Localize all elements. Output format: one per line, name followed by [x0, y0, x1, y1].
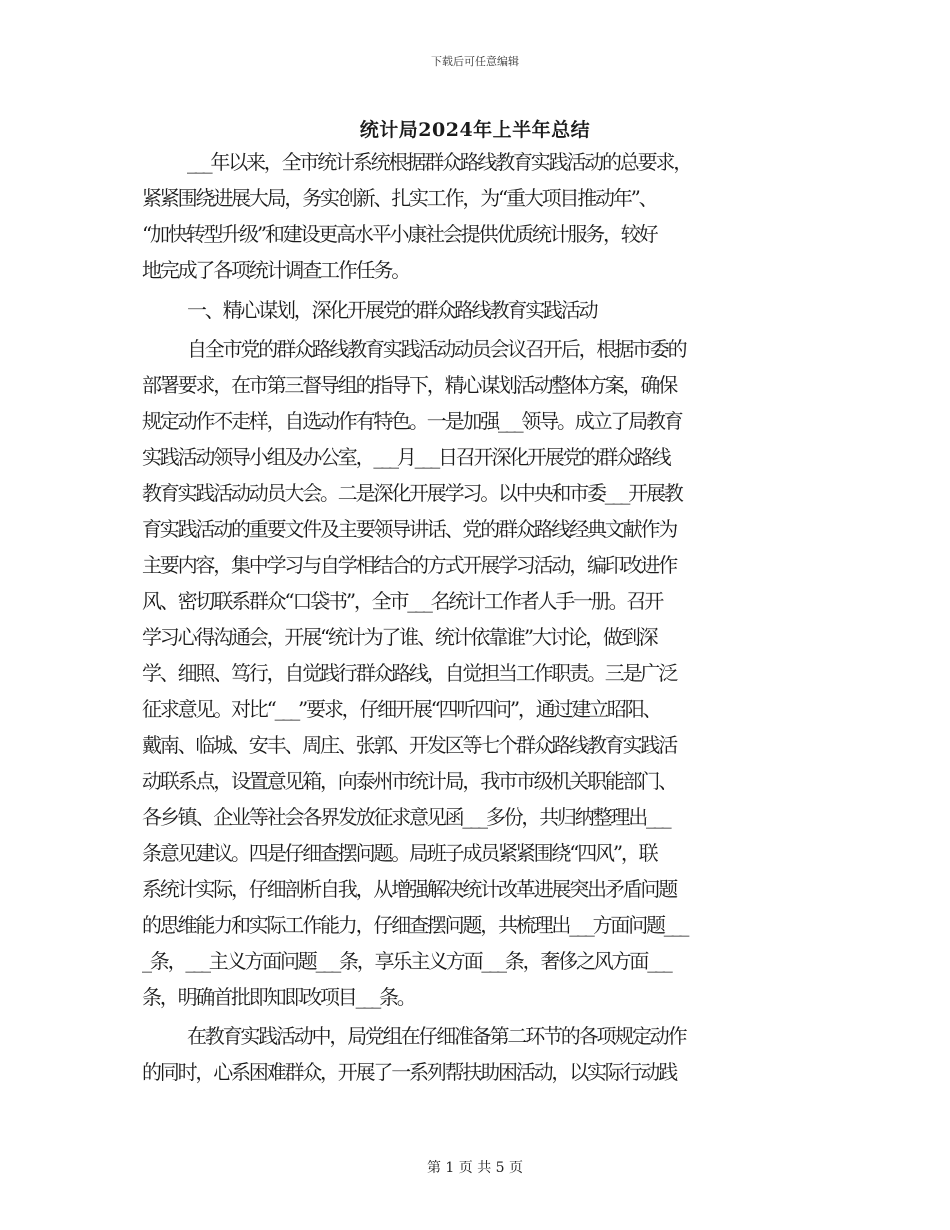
paragraph-line: 自全市党的群众路线教育实践活动动员会议召开后，根据市委的 — [187, 337, 686, 361]
paragraph-line: 戴南、临城、安丰、周庄、张郭、开发区等七个群众路线教育实践活 — [142, 733, 676, 757]
paragraph-line: 主要内容，集中学习与自学相结合的方式开展学习活动，编印改进作 — [142, 553, 676, 577]
paragraph-line: 各乡镇、企业等社会各界发放征求意见函___多份，共归纳整理出___ — [142, 805, 670, 829]
paragraph-line: 条，明确首批即知即改项目___条。 — [142, 985, 415, 1009]
document-title: 统计局2024年上半年总结 — [359, 119, 591, 141]
paragraph-line: _条，___主义方面问题___条，享乐主义方面___条，奢侈之风方面___ — [142, 949, 671, 973]
page-number: 第 1 页 共 5 页 — [426, 1160, 524, 1176]
paragraph-line: 规定动作不走样，自选动作有特色。一是加强___领导。成立了局教育 — [142, 409, 682, 433]
paragraph-line: 地完成了各项统计调查工作任务。 — [142, 258, 409, 282]
section-heading: 一、精心谋划，深化开展党的群众路线教育实践活动 — [187, 298, 597, 322]
page-header: 下载后可任意编辑 — [431, 55, 519, 68]
paragraph-line: 学习心得沟通会，开展“统计为了谁、统计依靠谁”大讨论，做到深 — [142, 625, 657, 649]
paragraph-line: 系统计实际，仔细剖析自我，从增强解决统计改革进展突出矛盾问题 — [142, 877, 676, 901]
paragraph-line: ___年以来，全市统计系统根据群众路线教育实践活动的总要求， — [187, 150, 691, 174]
paragraph-line: 条意见建议。四是仔细查摆问题。局班子成员紧紧围绕“四风”，联 — [142, 841, 657, 865]
paragraph-line: 教育实践活动动员大会。二是深化开展学习。以中央和市委___开展教 — [142, 481, 682, 505]
paragraph-line: 实践活动领导小组及办公室，___月___日召开深化开展党的群众路线 — [142, 445, 670, 469]
paragraph-line: 部署要求，在市第三督导组的指导下，精心谋划活动整体方案，确保 — [142, 373, 676, 397]
paragraph-line: 征求意见。对比“___”要求，仔细开展“四听四问”，通过建立昭阳、 — [142, 697, 661, 721]
paragraph-line: 学、细照、笃行，自觉践行群众路线，自觉担当工作职责。三是广泛 — [142, 661, 676, 685]
paragraph-line: 紧紧围绕进展大局，务实创新、扎实工作，为“重大项目推动年”、 — [142, 186, 657, 210]
paragraph-line: 育实践活动的重要文件及主要领导讲话、党的群众路线经典文献作为 — [142, 517, 676, 541]
paragraph-line: 的同时，心系困难群众，开展了一系列帮扶助困活动，以实际行动践 — [142, 1060, 676, 1084]
paragraph-line: 的思维能力和实际工作能力，仔细查摆问题，共梳理出___方面问题___ — [142, 913, 688, 937]
paragraph-line: 动联系点，设置意见箱，向泰州市统计局，我市市级机关职能部门、 — [142, 769, 676, 793]
paragraph-line: “加快转型升级”和建设更高水平小康社会提供优质统计服务，较好 — [142, 222, 657, 246]
paragraph-line: 在教育实践活动中，局党组在仔细准备第二环节的各项规定动作 — [187, 1024, 686, 1048]
paragraph-line: 风、密切联系群众“口袋书”，全市___名统计工作者人手一册。召开 — [142, 589, 663, 613]
